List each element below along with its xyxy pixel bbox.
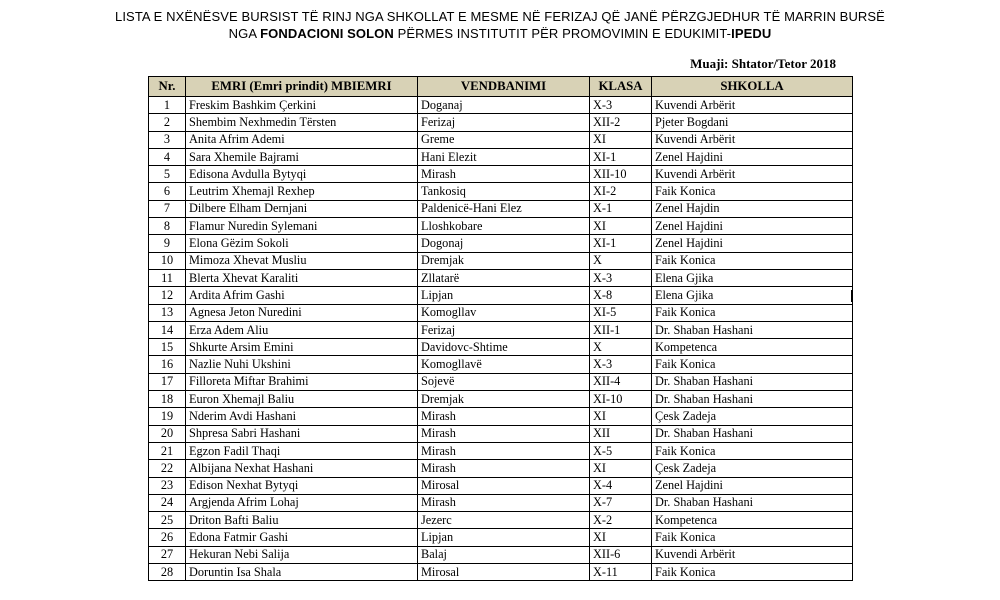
cell-name: Elona Gëzim Sokoli <box>186 235 418 252</box>
cell-nr: 7 <box>149 200 186 217</box>
table-row <box>149 97 853 114</box>
institute-acronym: IPEDU <box>731 26 772 41</box>
cell-school: Elena Gjika <box>652 287 853 304</box>
cell-class: X-1 <box>590 200 652 217</box>
cell-nr: 21 <box>149 442 186 459</box>
cell-name: Mimoza Xhevat Musliu <box>186 252 418 269</box>
table-row <box>149 114 853 131</box>
cell-class: X-3 <box>590 356 652 373</box>
cell-residence: Dogonaj <box>418 235 590 252</box>
cell-name: Erza Adem Aliu <box>186 321 418 338</box>
cell-name: Edison Nexhat Bytyqi <box>186 477 418 494</box>
cell-residence: Mirosal <box>418 477 590 494</box>
cell-nr: 23 <box>149 477 186 494</box>
cell-class: XI <box>590 218 652 235</box>
cell-name: Nderim Avdi Hashani <box>186 408 418 425</box>
cell-class: XII-4 <box>590 373 652 390</box>
cell-residence: Mirash <box>418 166 590 183</box>
column-header-school: SHKOLLA <box>652 77 853 97</box>
cell-nr: 22 <box>149 460 186 477</box>
cell-nr: 26 <box>149 529 186 546</box>
table-row <box>149 425 853 442</box>
cell-nr: 18 <box>149 391 186 408</box>
document-title-line-1 <box>0 8 1000 25</box>
cell-name: Flamur Nuredin Sylemani <box>186 218 418 235</box>
cell-school: Faik Konica <box>652 252 853 269</box>
table-row <box>149 546 853 563</box>
table-row <box>149 200 853 217</box>
cell-name: Nazlie Nuhi Ukshini <box>186 356 418 373</box>
cell-nr: 16 <box>149 356 186 373</box>
table-row <box>149 131 853 148</box>
cell-nr: 15 <box>149 339 186 356</box>
cell-name: Filloreta Miftar Brahimi <box>186 373 418 390</box>
cell-school: Zenel Hajdini <box>652 218 853 235</box>
cell-residence: Mirosal <box>418 564 590 581</box>
cell-residence: Dremjak <box>418 391 590 408</box>
cell-residence: Tankosiq <box>418 183 590 200</box>
cell-class: X-4 <box>590 477 652 494</box>
cell-class: XI <box>590 131 652 148</box>
cell-class: XII-2 <box>590 114 652 131</box>
cell-nr: 8 <box>149 218 186 235</box>
cell-residence: Komogllav <box>418 304 590 321</box>
cell-name: Argjenda Afrim Lohaj <box>186 494 418 511</box>
cell-name: Albijana Nexhat Hashani <box>186 460 418 477</box>
cell-class: XII-1 <box>590 321 652 338</box>
table-row <box>149 218 853 235</box>
cell-school: Kuvendi Arbërit <box>652 97 853 114</box>
cell-name: Agnesa Jeton Nuredini <box>186 304 418 321</box>
title-middle: PËRMES INSTITUTIT PËR PROMOVIMIN E EDUKIMIT- <box>393 26 732 41</box>
cell-school: Pjeter Bogdani <box>652 114 853 131</box>
cell-nr: 3 <box>149 131 186 148</box>
cell-name: Shembim Nexhmedin Tërsten <box>186 114 418 131</box>
table-body <box>149 97 853 581</box>
cell-class: X-3 <box>590 269 652 286</box>
table-row <box>149 408 853 425</box>
cell-residence: Mirash <box>418 408 590 425</box>
cell-school: Faik Konica <box>652 183 853 200</box>
cell-school: Çesk Zadeja <box>652 408 853 425</box>
cell-residence: Lipjan <box>418 287 590 304</box>
table-row <box>149 373 853 390</box>
column-header-name: EMRI (Emri prindit) MBIEMRI <box>186 77 418 97</box>
column-header-class: KLASA <box>590 77 652 97</box>
cell-name: Shkurte Arsim Emini <box>186 339 418 356</box>
cell-residence: Lloshkobare <box>418 218 590 235</box>
table-row <box>149 529 853 546</box>
table-row <box>149 287 853 304</box>
cell-residence: Hani Elezit <box>418 148 590 165</box>
cell-name: Doruntin Isa Shala <box>186 564 418 581</box>
cell-name: Hekuran Nebi Salija <box>186 546 418 563</box>
month-label: Muaji: Shtator/Tetor 2018 <box>690 56 836 71</box>
cell-school: Zenel Hajdin <box>652 200 853 217</box>
cell-nr: 1 <box>149 97 186 114</box>
cell-nr: 20 <box>149 425 186 442</box>
cell-school: Elena Gjika <box>652 269 853 286</box>
cell-school: Faik Konica <box>652 564 853 581</box>
cell-class: X-2 <box>590 512 652 529</box>
title-text: LISTA E NXËNËSVE BURSIST TË RINJ NGA SHKOLLAT E MESME NË FERIZAJ QË JANË PËRZGJEDHUR TË MARRIN BURSË <box>115 9 885 24</box>
title-prefix: NGA <box>228 26 261 41</box>
cell-nr: 2 <box>149 114 186 131</box>
cell-name: Freskim Bashkim Çerkini <box>186 97 418 114</box>
table-row <box>149 166 853 183</box>
cell-nr: 19 <box>149 408 186 425</box>
table-row <box>149 269 853 286</box>
cell-name: Edisona Avdulla Bytyqi <box>186 166 418 183</box>
cell-nr: 28 <box>149 564 186 581</box>
cell-residence: Greme <box>418 131 590 148</box>
cell-nr: 6 <box>149 183 186 200</box>
foundation-name: FONDACIONI SOLON <box>260 26 394 41</box>
table-row <box>149 477 853 494</box>
cell-name: Driton Bafti Baliu <box>186 512 418 529</box>
students-table <box>148 76 853 581</box>
cell-residence: Dremjak <box>418 252 590 269</box>
table-row <box>149 564 853 581</box>
cell-class: X-7 <box>590 494 652 511</box>
cell-residence: Zllatarë <box>418 269 590 286</box>
cell-nr: 5 <box>149 166 186 183</box>
cell-name: Ardita Afrim Gashi <box>186 287 418 304</box>
column-header-residence: VENDBANIMI <box>418 77 590 97</box>
cell-name: Blerta Xhevat Karaliti <box>186 269 418 286</box>
table-row <box>149 304 853 321</box>
table-row <box>149 235 853 252</box>
text-cursor <box>851 290 852 302</box>
cell-school: Kompetenca <box>652 512 853 529</box>
cell-residence: Doganaj <box>418 97 590 114</box>
table-row <box>149 339 853 356</box>
cell-nr: 13 <box>149 304 186 321</box>
cell-nr: 9 <box>149 235 186 252</box>
cell-school: Zenel Hajdini <box>652 477 853 494</box>
cell-school: Faik Konica <box>652 442 853 459</box>
cell-class: X-5 <box>590 442 652 459</box>
cell-residence: Mirash <box>418 460 590 477</box>
cell-class: X <box>590 339 652 356</box>
cell-school: Kuvendi Arbërit <box>652 166 853 183</box>
cell-school: Dr. Shaban Hashani <box>652 391 853 408</box>
cell-nr: 17 <box>149 373 186 390</box>
cell-school: Faik Konica <box>652 304 853 321</box>
cell-name: Egzon Fadil Thaqi <box>186 442 418 459</box>
cell-class: XI-1 <box>590 148 652 165</box>
cell-name: Edona Fatmir Gashi <box>186 529 418 546</box>
cell-school: Kompetenca <box>652 339 853 356</box>
cell-school: Zenel Hajdini <box>652 148 853 165</box>
table-row <box>149 252 853 269</box>
cell-nr: 25 <box>149 512 186 529</box>
cell-class: X-3 <box>590 97 652 114</box>
cell-name: Dilbere Elham Dernjani <box>186 200 418 217</box>
column-header-nr: Nr. <box>149 77 186 97</box>
cell-class: X-8 <box>590 287 652 304</box>
cell-residence: Komogllavë <box>418 356 590 373</box>
cell-school: Faik Konica <box>652 529 853 546</box>
cell-class: XI-10 <box>590 391 652 408</box>
cell-school: Kuvendi Arbërit <box>652 131 853 148</box>
cell-residence: Ferizaj <box>418 114 590 131</box>
cell-school: Dr. Shaban Hashani <box>652 494 853 511</box>
cell-name: Anita Afrim Ademi <box>186 131 418 148</box>
cell-residence: Ferizaj <box>418 321 590 338</box>
cell-school: Kuvendi Arbërit <box>652 546 853 563</box>
cell-residence: Davidovc-Shtime <box>418 339 590 356</box>
cell-nr: 10 <box>149 252 186 269</box>
table-row <box>149 391 853 408</box>
cell-school: Zenel Hajdini <box>652 235 853 252</box>
cell-class: XI-1 <box>590 235 652 252</box>
cell-class: XII-10 <box>590 166 652 183</box>
cell-class: X-11 <box>590 564 652 581</box>
cell-residence: Balaj <box>418 546 590 563</box>
cell-class: XII <box>590 425 652 442</box>
cell-residence: Paldenicë-Hani Elez <box>418 200 590 217</box>
document-title-line-2 <box>0 25 1000 42</box>
cell-residence: Mirash <box>418 425 590 442</box>
cell-school: Dr. Shaban Hashani <box>652 425 853 442</box>
cell-nr: 14 <box>149 321 186 338</box>
cell-residence: Jezerc <box>418 512 590 529</box>
cell-residence: Lipjan <box>418 529 590 546</box>
cell-class: XI-5 <box>590 304 652 321</box>
table-row <box>149 321 853 338</box>
cell-residence: Mirash <box>418 494 590 511</box>
table-header-row <box>149 77 853 97</box>
table-row <box>149 148 853 165</box>
cell-nr: 12 <box>149 287 186 304</box>
cell-class: XI <box>590 408 652 425</box>
cell-name: Shpresa Sabri Hashani <box>186 425 418 442</box>
table-row <box>149 442 853 459</box>
cell-residence: Mirash <box>418 442 590 459</box>
cell-school: Dr. Shaban Hashani <box>652 321 853 338</box>
table-row <box>149 183 853 200</box>
cell-name: Sara Xhemile Bajrami <box>186 148 418 165</box>
cell-name: Leutrim Xhemajl Rexhep <box>186 183 418 200</box>
cell-name: Euron Xhemajl Baliu <box>186 391 418 408</box>
cell-nr: 11 <box>149 269 186 286</box>
cell-residence: Sojevë <box>418 373 590 390</box>
table-row <box>149 494 853 511</box>
table-row <box>149 512 853 529</box>
cell-class: XI <box>590 460 652 477</box>
cell-class: XII-6 <box>590 546 652 563</box>
cell-nr: 4 <box>149 148 186 165</box>
cell-nr: 27 <box>149 546 186 563</box>
cell-school: Faik Konica <box>652 356 853 373</box>
cell-school: Çesk Zadeja <box>652 460 853 477</box>
table-row <box>149 460 853 477</box>
table-row <box>149 356 853 373</box>
cell-school: Dr. Shaban Hashani <box>652 373 853 390</box>
cell-nr: 24 <box>149 494 186 511</box>
cell-class: XI-2 <box>590 183 652 200</box>
cell-class: XI <box>590 529 652 546</box>
cell-class: X <box>590 252 652 269</box>
